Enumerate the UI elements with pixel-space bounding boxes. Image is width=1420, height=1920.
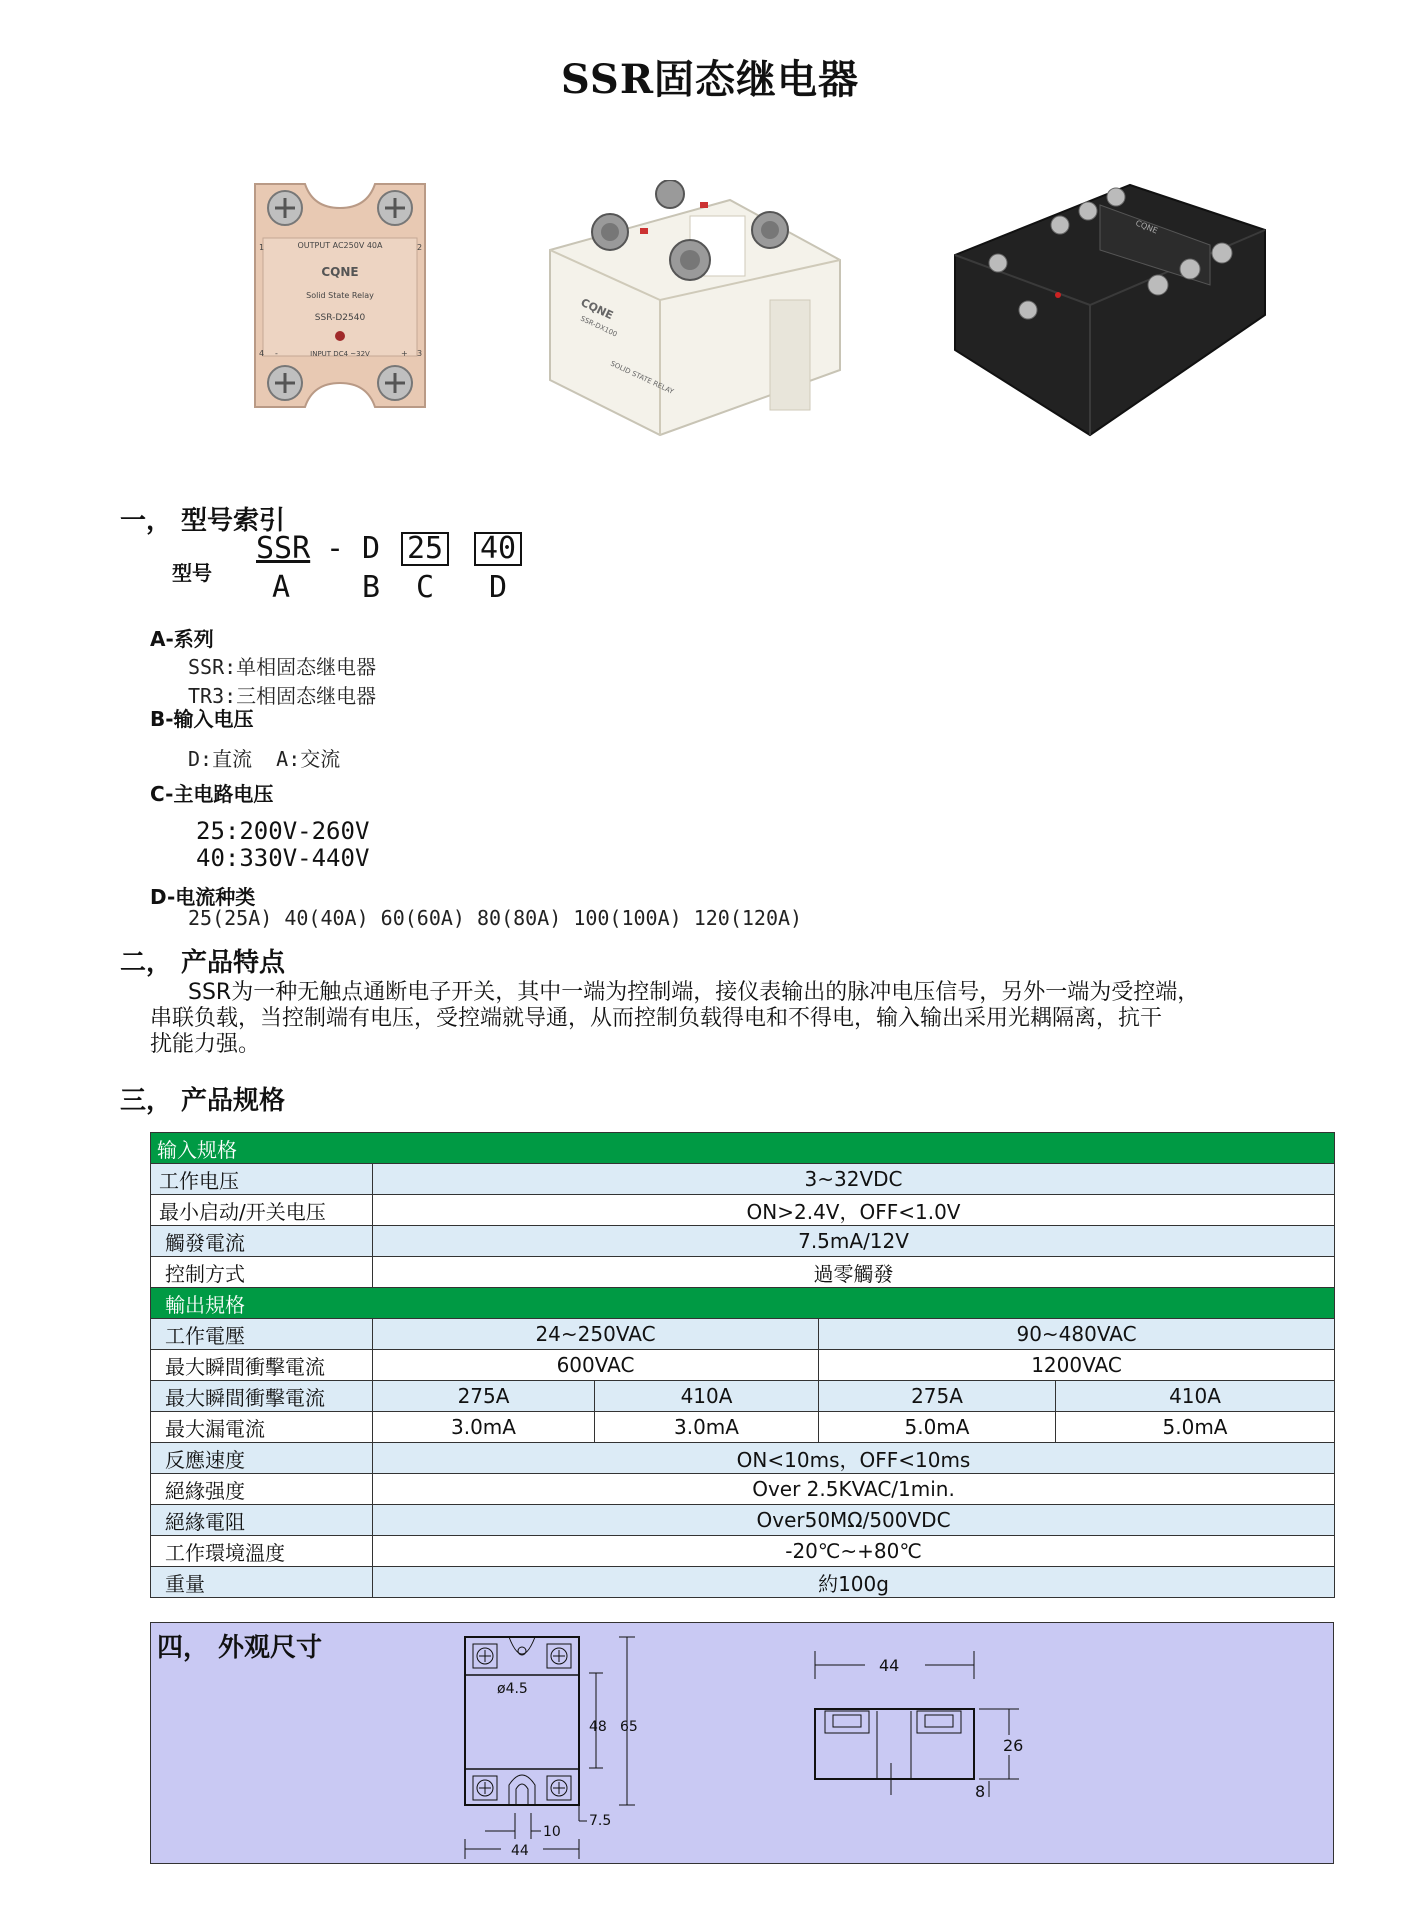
brand-logo-text: CQNE [578,295,616,323]
pin-number: 4 [259,349,265,358]
relay-model-text: SSR-DX100 [579,314,619,339]
spec-label: 最小启动/开关电压 [151,1195,373,1226]
relay-type-text: SOLID STATE RELAY [609,359,675,396]
code-part-dash: - [326,531,345,566]
table-row [151,1412,1335,1443]
table-row [151,1443,1335,1474]
spec-label: 絕緣電阻 [151,1505,373,1536]
spec-label: 控制方式 [151,1257,373,1288]
table-row [151,1226,1335,1257]
relay-model-text: SSR-D2540 [314,313,366,323]
group-title-series: A-系列 [150,627,214,651]
code-part-voltage: 25 [401,532,449,566]
code-letter-b: B [362,570,381,605]
product-image-three-phase [950,145,1270,445]
side-dim-width: 44 [879,1656,900,1675]
group-item: 40:330V-440V [196,844,370,872]
product-image-module-relay [540,180,860,440]
dim-outer-height: 65 [620,1719,638,1735]
spec-label: 最大瞬間衝擊電流 [151,1350,373,1381]
brand-logo-text: CQNE [321,265,359,279]
pin-number: 1 [259,243,265,252]
pin-number: 2 [417,243,423,252]
spec-label: 絕緣强度 [151,1474,373,1505]
table-row [151,1350,1335,1381]
dim-inner-height: 48 [589,1719,607,1735]
section-heading-model-index: 一， 型号索引 [120,506,286,536]
relay-output-text: OUTPUT AC250V 40A [297,241,383,250]
spec-value: 410A [1056,1381,1335,1412]
spec-label: 最大漏電流 [151,1412,373,1443]
input-spec-header: 输入规格 [151,1133,1335,1164]
table-row [151,1257,1335,1288]
spec-value: 275A [819,1381,1056,1412]
code-letter-d: D [489,570,508,605]
dim-hole-label: ø4.5 [497,1681,528,1697]
group-item: SSR:单相固态继电器 [188,655,377,679]
table-row [151,1319,1335,1350]
group-title-current-type: D-电流种类 [150,885,256,909]
spec-label: 觸發電流 [151,1226,373,1257]
relay-input-text: INPUT DC4 ~32V [310,350,370,358]
spec-label: 工作电压 [151,1164,373,1195]
spec-value: 90~480VAC [819,1319,1335,1350]
spec-value: 5.0mA [1056,1412,1335,1443]
polarity-sign: - [275,349,278,358]
paragraph-line: 扰能力强。 [150,1032,261,1057]
spec-value: 3.0mA [595,1412,819,1443]
spec-value: 275A [373,1381,595,1412]
spec-label: 工作環境溫度 [151,1536,373,1567]
spec-value: 約100g [373,1567,1335,1598]
features-paragraph [150,980,1199,1058]
table-row [151,1567,1335,1598]
model-label: 型号 [172,561,212,585]
side-view-drawing [809,1651,1039,1801]
paragraph-line: 串联负载，当控制端有电压，受控端就导通，从而控制负载得电和不得电，输入输出采用光耦隔离，抗干 [150,1006,1163,1031]
spec-value: 410A [595,1381,819,1412]
group-item: 25:200V-260V [196,817,370,845]
group-item: 25(25A) 40(40A) 60(60A) 80(80A) 100(100A) 120(120A) [188,906,803,930]
code-part-input: D [362,531,381,566]
spec-value: 24~250VAC [373,1319,819,1350]
table-row [151,1474,1335,1505]
page-title: SSR固态继电器 [560,56,860,103]
side-dim-base: 8 [975,1782,986,1801]
spec-label: 重量 [151,1567,373,1598]
dimensions-panel [150,1622,1334,1864]
spec-value: 1200VAC [819,1350,1335,1381]
code-letter-a: A [272,570,291,605]
code-letter-c: C [416,570,435,605]
group-item: D:直流 A:交流 [188,747,341,771]
dim-pitch: 10 [543,1824,561,1840]
brand-logo-text: CQNE [1134,218,1159,236]
relay-type-text: Solid State Relay [306,291,374,300]
table-row [151,1381,1335,1412]
spec-table [150,1132,1335,1598]
group-item: TR3:三相固态继电器 [188,684,377,708]
dim-width: 44 [511,1843,529,1859]
group-title-input-voltage: B-输入电压 [150,707,254,731]
spec-value: ON>2.4V，OFF<1.0V [373,1195,1335,1226]
dim-offset: 7.5 [589,1813,612,1829]
spec-value: 7.5mA/12V [373,1226,1335,1257]
code-part-series: SSR [256,531,311,566]
spec-value: 600VAC [373,1350,819,1381]
product-image-single-phase [245,178,435,413]
spec-value: ON<10ms，OFF<10ms [373,1443,1335,1474]
spec-label: 最大瞬間衝擊電流 [151,1381,373,1412]
section-heading-dimensions: 四， 外观尺寸 [157,1633,323,1663]
output-spec-header: 輸出規格 [151,1288,1335,1319]
spec-value: 3~32VDC [373,1164,1335,1195]
front-view-drawing [461,1635,691,1861]
section-heading-specs: 三， 产品规格 [120,1086,286,1116]
side-dim-height: 26 [1003,1736,1024,1755]
code-part-current: 40 [474,532,522,566]
paragraph-line: SSR为一种无触点通断电子开关，其中一端为控制端，接仪表输出的脉冲电压信号，另外一端为受控端， [188,980,1200,1005]
spec-value: 過零觸發 [373,1257,1335,1288]
pin-number: 3 [417,349,423,358]
table-row [151,1164,1335,1195]
table-row [151,1195,1335,1226]
spec-label: 工作電壓 [151,1319,373,1350]
table-row [151,1505,1335,1536]
polarity-sign: + [401,349,408,358]
spec-value: 3.0mA [373,1412,595,1443]
spec-value: 5.0mA [819,1412,1056,1443]
spec-value: Over50MΩ/500VDC [373,1505,1335,1536]
spec-value: Over 2.5KVAC/1min. [373,1474,1335,1505]
spec-label: 反應速度 [151,1443,373,1474]
table-row [151,1536,1335,1567]
spec-value: -20℃~+80℃ [373,1536,1335,1567]
section-heading-features: 二， 产品特点 [120,948,286,978]
group-title-main-voltage: C-主电路电压 [150,782,274,806]
